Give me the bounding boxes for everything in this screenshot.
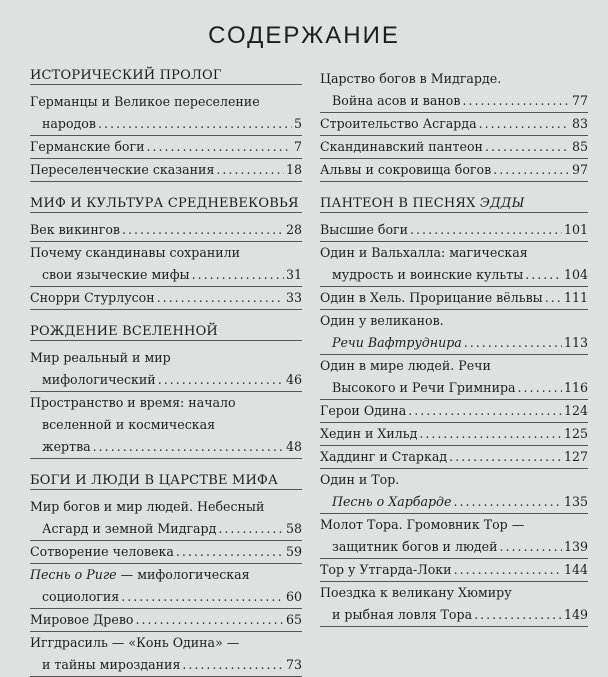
toc-entry-line <box>320 446 588 468</box>
toc-entry[interactable] <box>320 242 588 287</box>
leader-dots <box>122 219 284 241</box>
toc-entry[interactable] <box>30 91 302 136</box>
toc-entry-title: Герои Одина <box>320 403 407 418</box>
toc-entry-title: Высшие боги <box>320 222 409 237</box>
toc-entry-title: Переселенческие сказания <box>30 162 215 177</box>
toc-entry-line <box>30 159 302 181</box>
toc-entry-line <box>320 536 588 558</box>
leader-dots <box>462 90 570 112</box>
toc-entry-line <box>30 287 302 309</box>
toc-page-number: 5 <box>293 116 302 131</box>
toc-entry-title: Мировое Древо <box>30 612 134 627</box>
toc-entry-title: жертва <box>42 439 91 454</box>
toc-entry[interactable] <box>320 287 588 310</box>
toc-entry-title: Мир реальный и мир <box>30 350 171 365</box>
toc-entry[interactable] <box>320 355 588 400</box>
toc-entry-line <box>320 423 588 445</box>
leader-dots <box>408 400 562 422</box>
toc-entry-title: защитник богов и людей <box>332 539 498 554</box>
toc-entry-line <box>320 219 588 241</box>
toc-entry[interactable] <box>30 541 302 564</box>
toc-entry-title: Один в мире людей. Речи <box>320 358 491 373</box>
toc-entry[interactable] <box>30 136 302 159</box>
toc-entry-title: народов <box>42 116 96 131</box>
toc-entry-line <box>320 242 588 264</box>
toc-entry-title: Иггдрасиль — «Конь Одина» — <box>30 635 240 650</box>
toc-entry-line <box>320 559 588 581</box>
toc-entry-line <box>320 310 588 332</box>
toc-page-number: 60 <box>285 589 302 604</box>
toc-page-number: 144 <box>563 562 588 577</box>
toc-page-number: 116 <box>563 380 588 395</box>
leader-dots <box>525 264 562 286</box>
toc-entry[interactable] <box>320 310 588 355</box>
toc-page-number: 101 <box>563 222 588 237</box>
leader-dots <box>157 287 284 309</box>
toc-page-number: 48 <box>285 439 302 454</box>
toc-entry-title: Сотворение человека <box>30 544 174 559</box>
toc-page-number: 65 <box>285 612 302 627</box>
toc-entry-line <box>30 347 302 369</box>
toc-entry-title: Снорри Стурлусон <box>30 290 155 305</box>
toc-section-heading: МИФ И КУЛЬТУРА СРЕДНЕВЕКОВЬЯ <box>30 196 302 213</box>
leader-dots <box>158 369 284 391</box>
toc-entry-title: Один у великанов. <box>320 313 444 328</box>
toc-page-number: 59 <box>285 544 302 559</box>
toc-page-number: 77 <box>571 93 588 108</box>
toc-entry[interactable] <box>320 136 588 159</box>
toc-entry-line <box>320 514 588 536</box>
toc-entry-title: Мир богов и мир людей. Небесный <box>30 499 265 514</box>
toc-entry-title: Германские боги <box>30 139 145 154</box>
toc-entry-line <box>30 113 302 135</box>
toc-entry[interactable] <box>30 287 302 310</box>
leader-dots <box>453 491 561 513</box>
toc-entry[interactable] <box>320 68 588 113</box>
toc-page-number: 31 <box>285 267 302 282</box>
toc-entry[interactable] <box>320 400 588 423</box>
toc-entry[interactable] <box>30 564 302 609</box>
section-gap <box>30 182 302 196</box>
leader-dots <box>545 287 562 309</box>
toc-entry-line <box>30 392 302 414</box>
toc-page-number: 111 <box>563 290 588 305</box>
toc-left-column <box>30 68 302 677</box>
toc-entry-title: Молот Тора. Громовник Тор — <box>320 517 525 532</box>
toc-page-number: 125 <box>563 426 588 441</box>
leader-dots <box>121 586 284 608</box>
leader-dots <box>454 559 562 581</box>
toc-entry-line <box>30 414 302 436</box>
toc-page-number: 113 <box>563 335 588 350</box>
toc-entry-line <box>320 377 588 399</box>
leader-dots <box>493 159 570 181</box>
leader-dots <box>500 536 562 558</box>
toc-entry-title: Пространство и время: начало <box>30 395 236 410</box>
toc-page-number: 139 <box>563 539 588 554</box>
leader-dots <box>136 609 284 631</box>
toc-entry[interactable] <box>320 582 588 627</box>
toc-entry-line <box>30 586 302 608</box>
toc-entry-title: Один и Тор. <box>320 472 400 487</box>
leader-dots <box>192 264 284 286</box>
toc-entry-line <box>30 541 302 563</box>
toc-entry-title: мифологический <box>42 372 156 387</box>
toc-entry-title: Век викингов <box>30 222 120 237</box>
toc-entry-line <box>320 582 588 604</box>
toc-entry-line <box>30 219 302 241</box>
leader-dots <box>410 219 562 241</box>
toc-right-column <box>320 68 588 627</box>
toc-entry-line <box>30 369 302 391</box>
toc-entry[interactable] <box>30 219 302 242</box>
leader-dots <box>98 113 292 135</box>
leader-dots <box>146 136 292 158</box>
toc-page-number: 149 <box>563 607 588 622</box>
toc-entry[interactable] <box>30 347 302 392</box>
leader-dots <box>479 113 570 135</box>
toc-entry-title: Хедин и Хильд <box>320 426 418 441</box>
leader-dots <box>464 332 562 354</box>
toc-entry[interactable] <box>320 559 588 582</box>
toc-entry-title: Хаддинг и Старкад <box>320 449 448 464</box>
toc-entry-title: Высокого и Речи Гримнира <box>332 380 516 395</box>
toc-entry[interactable] <box>320 423 588 446</box>
toc-entry-line <box>30 632 302 654</box>
toc-entry-line <box>320 355 588 377</box>
toc-entry-line <box>30 609 302 631</box>
toc-entry-line <box>30 564 302 586</box>
toc-page-number: 18 <box>285 162 302 177</box>
toc-page-number: 97 <box>571 162 588 177</box>
toc-entry-title: Альвы и сокровища богов <box>320 162 492 177</box>
leader-dots <box>176 541 284 563</box>
toc-entry-title: Один и Вальхалла: магическая <box>320 245 528 260</box>
toc-entry-line <box>320 469 588 491</box>
toc-entry-title: свои языческие мифы <box>42 267 190 282</box>
toc-entry-line <box>320 113 588 135</box>
toc-entry-title: Асгард и земной Мидгард <box>42 521 217 536</box>
toc-entry[interactable] <box>30 159 302 182</box>
leader-dots <box>419 423 562 445</box>
toc-entry-title: социология <box>42 589 120 604</box>
toc-entry-title: Почему скандинавы сохранили <box>30 245 241 260</box>
toc-entry-line <box>30 654 302 676</box>
toc-entry-line <box>30 91 302 113</box>
toc-entry-title: Речи Вафтруднира <box>332 335 462 350</box>
toc-page-number: 7 <box>293 139 302 154</box>
toc-entry-line <box>30 242 302 264</box>
toc-entry-line <box>320 264 588 286</box>
toc-entry[interactable] <box>30 496 302 541</box>
section-gap <box>30 310 302 324</box>
toc-page-number: 83 <box>571 116 588 131</box>
toc-entry-title: Германцы и Великое переселение <box>30 94 260 109</box>
toc-entry[interactable] <box>320 219 588 242</box>
toc-entry-title: Царство богов в Мидгарде. <box>320 71 502 86</box>
toc-section-heading: ИСТОРИЧЕСКИЙ ПРОЛОГ <box>30 68 302 85</box>
toc-page-number: 124 <box>563 403 588 418</box>
page-title: СОДЕРЖАНИЕ <box>208 22 400 49</box>
section-gap <box>30 459 302 473</box>
leader-dots <box>518 377 562 399</box>
toc-entry[interactable] <box>30 632 302 677</box>
section-gap <box>320 182 588 196</box>
toc-entry-line <box>320 332 588 354</box>
toc-section-heading: РОЖДЕНИЕ ВСЕЛЕННОЙ <box>30 324 302 341</box>
toc-entry-line <box>320 90 588 112</box>
toc-page-number: 85 <box>571 139 588 154</box>
leader-dots <box>216 159 284 181</box>
toc-entry-line <box>320 491 588 513</box>
toc-entry[interactable] <box>320 514 588 559</box>
toc-entry-title: Скандинавский пантеон <box>320 139 483 154</box>
toc-section-heading: ПАНТЕОН В ПЕСНЯХ ЭДДЫ <box>320 196 588 213</box>
toc-entry-title: Песнь о Риге — мифологическая <box>30 567 250 582</box>
toc-page-number: 28 <box>285 222 302 237</box>
toc-page-number: 135 <box>563 494 588 509</box>
toc-entry[interactable] <box>320 113 588 136</box>
toc-entry-line <box>320 287 588 309</box>
toc-entry[interactable] <box>320 469 588 514</box>
toc-entry-line <box>30 264 302 286</box>
toc-entry-title: мудрость и воинские культы <box>332 267 524 282</box>
leader-dots <box>93 436 284 458</box>
toc-page-number: 33 <box>285 290 302 305</box>
leader-dots <box>182 654 284 676</box>
toc-entry-line <box>320 400 588 422</box>
toc-entry[interactable] <box>30 609 302 632</box>
toc-entry-title: и рыбная ловля Тора <box>332 607 473 622</box>
toc-section-heading: БОГИ И ЛЮДИ В ЦАРСТВЕ МИФА <box>30 473 302 490</box>
toc-entry-title: Песнь о Харбарде <box>332 494 452 509</box>
toc-entry-line <box>320 136 588 158</box>
toc-entry[interactable] <box>320 159 588 182</box>
toc-entry-line <box>30 436 302 458</box>
toc-entry-title: Строительство Асгарда <box>320 116 477 131</box>
toc-entry-line <box>320 68 588 90</box>
leader-dots <box>474 604 562 626</box>
toc-entry-line <box>30 518 302 540</box>
toc-entry-title: Поездка к великану Хюмиру <box>320 585 512 600</box>
toc-page-number: 104 <box>563 267 588 282</box>
toc-entry-title: вселенной и космическая <box>42 417 216 432</box>
toc-page-number: 127 <box>563 449 588 464</box>
toc-entry-title: и тайны мироздания <box>42 657 181 672</box>
toc-page-number: 58 <box>285 521 302 536</box>
toc-page-number: 73 <box>285 657 302 672</box>
toc-entry-title: Один в Хель. Прорицание вёльвы <box>320 290 543 305</box>
toc-entry-title: Война асов и ванов <box>332 93 461 108</box>
leader-dots <box>485 136 570 158</box>
toc-page-number: 46 <box>285 372 302 387</box>
leader-dots <box>449 446 562 468</box>
toc-entry-line <box>30 136 302 158</box>
toc-entry[interactable] <box>30 392 302 459</box>
toc-entry[interactable] <box>320 446 588 469</box>
toc-entry-line <box>30 496 302 518</box>
toc-entry[interactable] <box>30 242 302 287</box>
toc-entry-line <box>320 604 588 626</box>
toc-entry-line <box>320 159 588 181</box>
toc-entry-title: Тор у Утгарда-Локи <box>320 562 452 577</box>
leader-dots <box>218 518 284 540</box>
